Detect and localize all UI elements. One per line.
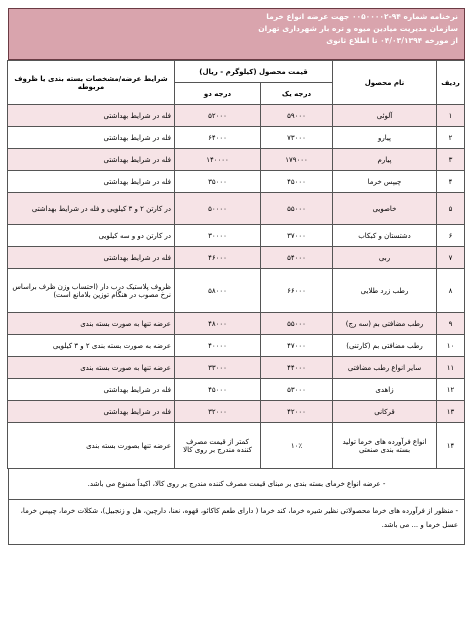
row-number: ۱۴: [437, 423, 465, 469]
col-product: نام محصول: [333, 61, 437, 105]
col-grade-2: درجه دو: [175, 83, 261, 105]
conditions: فله در شرایط بهداشتی: [8, 379, 175, 401]
price-grade-1: ۴۷۰۰۰: [261, 335, 333, 357]
price-grade-2: ۵۸۰۰۰: [175, 269, 261, 313]
table-row: [8, 401, 465, 423]
price-grade-1: ۶۶۰۰۰: [261, 269, 333, 313]
conditions: در کارتن ۲ و ۳ کیلویی و فله در شرایط بهداشتی: [8, 193, 175, 225]
price-grade-1: ۵۹۰۰۰: [261, 105, 333, 127]
price-table: [7, 60, 465, 469]
price-grade-2: ۴۶۰۰۰: [175, 247, 261, 269]
header-line-1: نرخنامه شماره ۹۴-۰۰۵۰۰۰۰۲ جهت عرضه انواع خرما: [266, 12, 458, 21]
row-number: ۱۱: [437, 357, 465, 379]
row-number: ۹: [437, 313, 465, 335]
table-row: [8, 379, 465, 401]
price-grade-1: ۴۵۰۰۰: [261, 171, 333, 193]
sheet-header: [8, 8, 465, 60]
row-number: ۷: [437, 247, 465, 269]
row-number: ۸: [437, 269, 465, 313]
conditions: فله در شرایط بهداشتی: [8, 127, 175, 149]
table-row: [8, 193, 465, 225]
conditions: فله در شرایط بهداشتی: [8, 247, 175, 269]
product-name: قرکانی: [333, 401, 437, 423]
row-number: ۱۳: [437, 401, 465, 423]
price-grade-2: ۳۳۰۰۰: [175, 357, 261, 379]
product-name: انواع فرآورده های خرما تولید بسته بندی صنعتی: [333, 423, 437, 469]
col-row-no: ردیف: [437, 61, 465, 105]
header-line-3: از مورخه ۰۴/۰۳/۱۳۹۴ تا اطلاع ثانوی: [326, 36, 458, 45]
product-name: سایر انواع رطب مضافتی: [333, 357, 437, 379]
price-grade-1: ۵۵۰۰۰: [261, 313, 333, 335]
price-grade-2: ۳۰۰۰۰: [175, 225, 261, 247]
conditions: فله در شرایط بهداشتی: [8, 149, 175, 171]
price-grade-2: ۶۴۰۰۰: [175, 127, 261, 149]
product-name: خاصویی: [333, 193, 437, 225]
table-row: [8, 269, 465, 313]
row-number: ۱: [437, 105, 465, 127]
table-row: [8, 171, 465, 193]
conditions: عرضه به صورت بسته بندی ۲ و ۳ کیلویی: [8, 335, 175, 357]
conditions: در کارتن دو و سه کیلویی: [8, 225, 175, 247]
price-grade-1: ۳۷۰۰۰: [261, 225, 333, 247]
table-row: [8, 127, 465, 149]
price-grade-2: ۱۴۰۰۰۰: [175, 149, 261, 171]
price-sheet: [8, 8, 465, 545]
product-name: دشتستان و کبکاب: [333, 225, 437, 247]
price-grade-1: ۴۴۰۰۰: [261, 357, 333, 379]
product-name: آلوئی: [333, 105, 437, 127]
footer-note-1: - عرضه انواع خرمای بسته بندی بر مبنای قیمت مصرف کننده مندرج بر روی کالا، اکیداً ممنوع می باشد.: [9, 469, 464, 500]
row-number: ۱۲: [437, 379, 465, 401]
price-grade-2: ۳۲۰۰۰: [175, 401, 261, 423]
conditions: ظروف پلاستیک درب دار (احتساب وزن ظرف براساس نرخ مصوب در هنگام توزین بلامانع است): [8, 269, 175, 313]
footer-note-2: - منظور از فرآورده های خرما محصولاتی نظیر شیره خرما، کند خرما ( دارای طعم کاکائو، قهوه، نعنا، دارچین، هل و زنجبیل)، شکلات خرما، چیپس خرما، عسل خرما و ... می باشد.: [20, 507, 458, 529]
product-name: رطب زرد طلایی: [333, 269, 437, 313]
row-number: ۳: [437, 149, 465, 171]
header-line-2: سازمان مدیریت میادین میوه و تره بار شهرداری تهران: [258, 24, 458, 33]
conditions: فله در شرایط بهداشتی: [8, 105, 175, 127]
row-number: ۶: [437, 225, 465, 247]
price-grade-2: کمتر از قیمت مصرف کننده مندرج بر روی کالا: [175, 423, 261, 469]
price-grade-1: ۴۲۰۰۰: [261, 401, 333, 423]
price-grade-2: ۵۰۰۰۰: [175, 193, 261, 225]
table-row: [8, 313, 465, 335]
price-grade-1: ۱۷۹۰۰۰: [261, 149, 333, 171]
col-price-group: قیمت محصول (کیلوگرم - ریال): [175, 61, 333, 83]
price-grade-1: ۵۴۰۰۰: [261, 247, 333, 269]
product-name: ربی: [333, 247, 437, 269]
row-number: ۵: [437, 193, 465, 225]
price-grade-1: ۵۵۰۰۰: [261, 193, 333, 225]
price-grade-2: ۵۲۰۰۰: [175, 105, 261, 127]
product-name: پیارو: [333, 127, 437, 149]
conditions: عرضه تنها بصورت بسته بندی: [8, 423, 175, 469]
price-grade-2: ۳۵۰۰۰: [175, 171, 261, 193]
row-number: ۴: [437, 171, 465, 193]
conditions: عرضه تنها به صورت بسته بندی: [8, 313, 175, 335]
col-grade-1: درجه یک: [261, 83, 333, 105]
product-name: زاهدی: [333, 379, 437, 401]
table-row: [8, 335, 465, 357]
product-name: رطب مضافتی بم (کارتنی): [333, 335, 437, 357]
price-grade-2: ۴۰۰۰۰: [175, 335, 261, 357]
conditions: فله در شرایط بهداشتی: [8, 401, 175, 423]
table-row: [8, 247, 465, 269]
price-grade-1: ۱۰٪: [261, 423, 333, 469]
col-conditions: شرایط عرضه/مشخصات بسته بندی یا ظروف مربوطه: [8, 61, 175, 105]
table-row: [8, 357, 465, 379]
price-grade-1: ۵۳۰۰۰: [261, 379, 333, 401]
product-name: رطب مضافتی بم (سه رج): [333, 313, 437, 335]
price-grade-2: ۴۵۰۰۰: [175, 379, 261, 401]
price-grade-1: ۷۳۰۰۰: [261, 127, 333, 149]
product-name: چیپس خرما: [333, 171, 437, 193]
row-number: ۱۰: [437, 335, 465, 357]
row-number: ۲: [437, 127, 465, 149]
conditions: فله در شرایط بهداشتی: [8, 171, 175, 193]
product-name: پیارم: [333, 149, 437, 171]
table-row: [8, 149, 465, 171]
table-row: [8, 105, 465, 127]
sheet-footer: [8, 469, 465, 545]
table-row: [8, 423, 465, 469]
price-grade-2: ۴۸۰۰۰: [175, 313, 261, 335]
table-row: [8, 225, 465, 247]
conditions: عرضه تنها به صورت بسته بندی: [8, 357, 175, 379]
